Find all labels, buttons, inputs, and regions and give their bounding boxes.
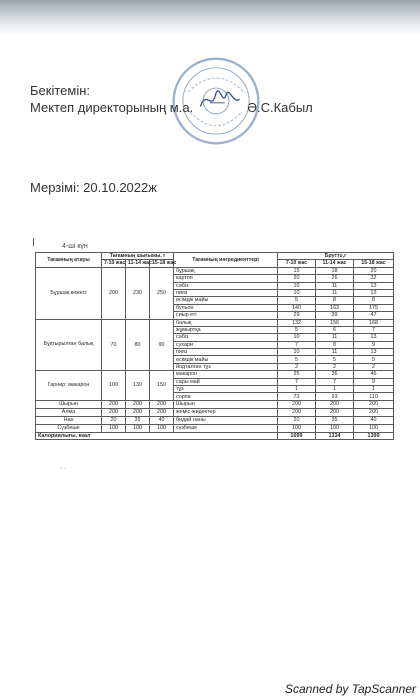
dish-yield: 35 <box>126 416 150 424</box>
ingredient-brutto: 46 <box>354 371 394 378</box>
table-row <box>36 416 394 424</box>
dish-yield: 200 <box>126 400 150 408</box>
ingredient-brutto: 5 <box>278 326 316 333</box>
ingredient-brutto: 6 <box>316 326 354 333</box>
ingredient-name: макарон <box>174 371 278 378</box>
dish-name: Шырын <box>36 400 102 408</box>
header-brutto-age: 7-10 жас <box>278 260 316 267</box>
dish-yield: 70 <box>102 319 126 371</box>
ingredient-name: йодталған тұз <box>174 363 278 370</box>
ingredient-brutto: 100 <box>316 424 354 432</box>
director-name: Ә.С.Кабыл <box>247 100 313 115</box>
ingredient-brutto: 200 <box>316 408 354 416</box>
ingredient-name: балық <box>174 319 278 326</box>
header-yield: Тағамның шығымы, г <box>102 253 174 260</box>
ingredient-name: бұршақ <box>174 267 278 274</box>
ingredient-name: сүзбеше <box>174 424 278 432</box>
ingredient-brutto: 9 <box>354 341 394 348</box>
header-ingredients: Тағамның ингредиенттері <box>174 253 278 268</box>
table-row <box>36 400 394 408</box>
dish-yield: 80 <box>126 319 150 371</box>
ingredient-name: сиыр еті <box>174 312 278 319</box>
director-line <box>30 100 313 115</box>
ingredient-name: жеміс-жидектер <box>174 408 278 416</box>
ingredient-brutto: 13 <box>354 289 394 296</box>
ingredient-brutto: 25 <box>278 371 316 378</box>
header-dish: Тағамның атауы <box>36 253 102 268</box>
ingredient-brutto: 5 <box>278 297 316 304</box>
dish-yield: 200 <box>102 408 126 416</box>
scan-edge-shadow <box>0 0 420 36</box>
ingredient-brutto: 140 <box>278 304 316 311</box>
header-yield-age: 7-10 жас <box>102 260 126 267</box>
ingredient-brutto: 8 <box>354 297 394 304</box>
date-line: Мерзімі: 20.10.2022ж <box>30 180 157 195</box>
ingredient-brutto: 15 <box>278 267 316 274</box>
header-yield-age: 11-14 жас <box>126 260 150 267</box>
dish-yield: 100 <box>126 424 150 432</box>
ingredient-name: сорпа <box>174 393 278 400</box>
ingredient-brutto: 100 <box>354 424 394 432</box>
ingredient-name: сухари <box>174 341 278 348</box>
ingredient-name: пияз <box>174 349 278 356</box>
dish-yield: 100 <box>150 424 174 432</box>
ingredient-brutto: 26 <box>316 275 354 282</box>
header-brutto-age: 11-14 жас <box>316 260 354 267</box>
ingredient-brutto: 2 <box>316 363 354 370</box>
ingredient-brutto: 8 <box>316 341 354 348</box>
ingredient-brutto: 32 <box>354 275 394 282</box>
dish-name: Алма <box>36 408 102 416</box>
ingredient-brutto: 40 <box>354 416 394 424</box>
approval-label: Бекітемін: <box>30 83 90 98</box>
ingredient-brutto: 2 <box>278 363 316 370</box>
ingredient-brutto: 10 <box>278 282 316 289</box>
dish-yield: 90 <box>150 319 174 371</box>
calorie-total-value: 1399 <box>354 432 394 439</box>
dish-yield: 150 <box>150 371 174 401</box>
ingredient-brutto: 13 <box>354 282 394 289</box>
margin-mark <box>33 238 37 246</box>
header-brutto: Брутто,г <box>278 253 394 260</box>
ingredient-name: сәбіз <box>174 334 278 341</box>
ingredient-brutto: 11 <box>316 349 354 356</box>
ingredient-brutto: 11 <box>316 334 354 341</box>
ingredient-name: өсімдік майы <box>174 297 278 304</box>
ingredient-brutto: 200 <box>278 408 316 416</box>
ingredient-brutto: 156 <box>316 319 354 326</box>
dish-name: Бұқтырылған балық <box>36 319 102 371</box>
ingredient-brutto: 5 <box>316 356 354 363</box>
table-row <box>36 408 394 416</box>
ingredient-brutto: 7 <box>278 378 316 385</box>
ingredient-brutto: 10 <box>278 349 316 356</box>
ingredient-name: картоп <box>174 275 278 282</box>
dish-yield: 100 <box>102 371 126 401</box>
dish-yield: 200 <box>102 400 126 408</box>
day-label: 4-ші күн <box>62 243 88 250</box>
ingredient-brutto: 9 <box>354 378 394 385</box>
ingredient-brutto: 47 <box>354 312 394 319</box>
ingredient-brutto: 10 <box>278 289 316 296</box>
menu-table <box>35 252 394 440</box>
ingredient-brutto: 93 <box>316 393 354 400</box>
dish-yield: 250 <box>150 267 174 319</box>
ingredient-brutto: 200 <box>278 400 316 408</box>
ingredient-name: Шырын <box>174 400 278 408</box>
header-yield-age: 15-18 жас <box>150 260 174 267</box>
dish-yield: 40 <box>150 416 174 424</box>
dish-name: Сүзбеше <box>36 424 102 432</box>
ingredient-brutto: 1 <box>354 386 394 393</box>
table-row <box>36 424 394 432</box>
ingredient-brutto: 13 <box>354 334 394 341</box>
scan-artifact: · · <box>60 465 67 473</box>
dish-name: Гарнир: макарон <box>36 371 102 401</box>
ingredient-brutto: 1 <box>278 386 316 393</box>
director-title: Мектеп директорының м.а. <box>30 100 194 115</box>
dish-yield: 200 <box>126 408 150 416</box>
ingredient-brutto: 5 <box>278 356 316 363</box>
ingredient-brutto: 163 <box>316 304 354 311</box>
calorie-total-label: Калориялығы, ккал <box>36 432 278 439</box>
ingredient-brutto: 168 <box>354 319 394 326</box>
dish-yield: 100 <box>102 424 126 432</box>
ingredient-brutto: 100 <box>278 424 316 432</box>
table-row <box>36 267 394 274</box>
ingredient-brutto: 73 <box>278 393 316 400</box>
ingredient-brutto: 13 <box>354 349 394 356</box>
ingredient-brutto: 11 <box>316 282 354 289</box>
calorie-total-value: 1334 <box>316 432 354 439</box>
ingredient-brutto: 175 <box>354 304 394 311</box>
ingredient-name: сәбіз <box>174 282 278 289</box>
ingredient-brutto: 20 <box>354 267 394 274</box>
ingredient-name: тұз <box>174 386 278 393</box>
scanner-watermark: Scanned by TapScanner <box>285 682 416 696</box>
ingredient-brutto: 39 <box>316 312 354 319</box>
ingredient-brutto: 7 <box>316 378 354 385</box>
ingredient-brutto: 11 <box>316 289 354 296</box>
ingredient-brutto: 18 <box>316 267 354 274</box>
ingredient-name: бидай наны <box>174 416 278 424</box>
ingredient-brutto: 200 <box>316 400 354 408</box>
ingredient-brutto: 35 <box>316 416 354 424</box>
ingredient-name: өсімдік майы <box>174 356 278 363</box>
ingredient-name: бульон <box>174 304 278 311</box>
ingredient-brutto: 10 <box>278 334 316 341</box>
ingredient-brutto: 1 <box>316 386 354 393</box>
ingredient-brutto: 7 <box>354 326 394 333</box>
ingredient-name: пияз <box>174 289 278 296</box>
ingredient-brutto: 200 <box>354 408 394 416</box>
dish-yield: 200 <box>102 267 126 319</box>
ingredient-brutto: 2 <box>354 363 394 370</box>
dish-yield: 130 <box>126 371 150 401</box>
ingredient-brutto: 36 <box>316 371 354 378</box>
table-row <box>36 319 394 326</box>
ingredient-brutto: 20 <box>278 275 316 282</box>
ingredient-brutto: 8 <box>316 297 354 304</box>
dish-yield: 200 <box>150 400 174 408</box>
dish-name: Бұршақ көжесі <box>36 267 102 319</box>
ingredient-brutto: 20 <box>278 416 316 424</box>
calorie-total-value: 1099 <box>278 432 316 439</box>
ingredient-name: жұмыртқа <box>174 326 278 333</box>
ingredient-brutto: 7 <box>278 341 316 348</box>
menu-table-body <box>36 267 394 432</box>
dish-yield: 230 <box>126 267 150 319</box>
ingredient-name: сары май <box>174 378 278 385</box>
ingredient-brutto: 110 <box>354 393 394 400</box>
header-brutto-age: 15-18 жас <box>354 260 394 267</box>
ingredient-brutto: 132 <box>278 319 316 326</box>
ingredient-brutto: 29 <box>278 312 316 319</box>
dish-yield: 20 <box>102 416 126 424</box>
ingredient-brutto: 200 <box>354 400 394 408</box>
ingredient-brutto: 5 <box>354 356 394 363</box>
dish-name: Нан <box>36 416 102 424</box>
table-row <box>36 371 394 378</box>
dish-yield: 200 <box>150 408 174 416</box>
